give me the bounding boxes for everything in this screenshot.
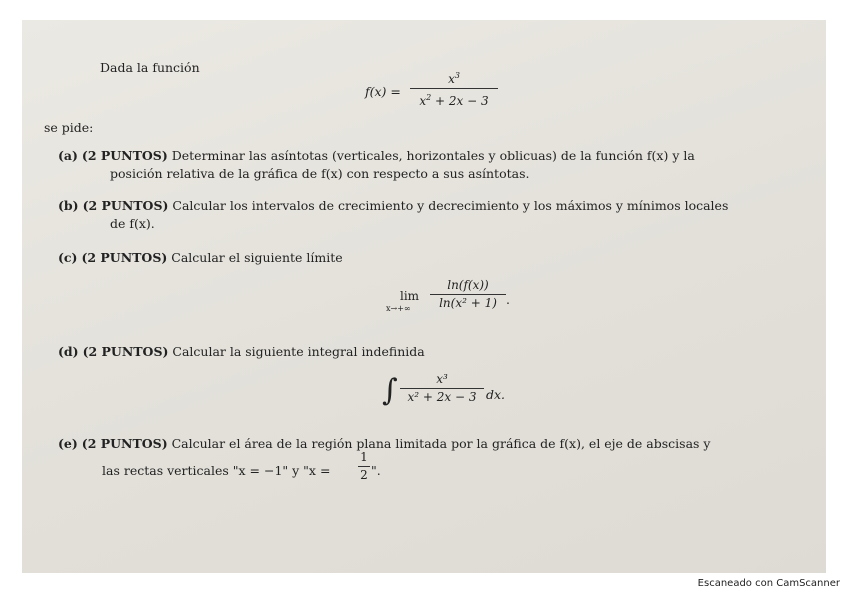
intro-text: Dada la función xyxy=(100,60,200,75)
fraction-bar xyxy=(358,466,370,467)
item-b-line1 xyxy=(58,198,728,214)
limit-period: . xyxy=(506,292,510,307)
limit-denominator: ln(x² + 1) xyxy=(439,296,497,310)
function-lhs: f(x) = xyxy=(365,84,401,99)
function-numerator: $x^3$ xyxy=(448,71,460,86)
item-c-text1: Calcular el siguiente límite xyxy=(171,250,343,265)
item-c-label: (c) xyxy=(58,250,78,265)
item-e-line1 xyxy=(58,436,711,452)
item-d-text1: Calcular la siguiente integral indefinida xyxy=(172,344,425,359)
item-a-line1 xyxy=(58,148,695,164)
item-e-line2a: las rectas verticales "x = −1" y "x = xyxy=(102,463,331,478)
item-c-points: (2 PUNTOS) xyxy=(81,250,168,265)
item-e-points: (2 PUNTOS) xyxy=(81,436,168,451)
item-b-line2: de f(x). xyxy=(110,216,155,231)
item-e-text1: Calcular el área de la región plana limitada por la gráfica de f(x), el eje de abscisas y xyxy=(171,436,711,451)
se-pide-text: se pide: xyxy=(44,120,94,135)
scanner-watermark: Escaneado con CamScanner xyxy=(697,578,840,589)
half-fraction xyxy=(358,450,370,483)
function-denominator: $x^2 + 2x - 3$ xyxy=(419,93,489,108)
item-a-points: (2 PUNTOS) xyxy=(81,148,168,163)
integral-denominator: x² + 2x − 3 xyxy=(407,390,477,404)
item-b-label: (b) xyxy=(58,198,79,213)
limit-fraction xyxy=(430,278,506,311)
fraction-bar xyxy=(410,88,498,89)
integral-numerator: x³ xyxy=(436,372,448,386)
scanned-page xyxy=(22,20,826,573)
half-denominator: 2 xyxy=(360,468,368,482)
function-fraction xyxy=(410,68,498,109)
integral-dx: dx. xyxy=(486,387,506,402)
item-c-line1 xyxy=(58,250,343,266)
limit-lim: lim xyxy=(400,289,420,303)
half-numerator: 1 xyxy=(360,450,368,464)
fraction-bar xyxy=(400,388,484,389)
item-d-line1 xyxy=(58,344,425,360)
item-a-text1: Determinar las asíntotas (verticales, horizontales y oblicuas) de la función f(x) y la xyxy=(171,148,695,163)
integral-sign: ∫ xyxy=(382,373,398,408)
item-b-text1: Calcular los intervalos de crecimiento y decrecimiento y los máximos y mínimos locales xyxy=(172,198,729,213)
item-d-label: (d) xyxy=(58,344,79,359)
fraction-bar xyxy=(430,294,506,295)
item-a-label: (a) xyxy=(58,148,78,163)
integral-fraction xyxy=(400,372,484,405)
limit-subscript: x→+∞ xyxy=(386,304,411,313)
item-e-label: (e) xyxy=(58,436,78,451)
item-d-points: (2 PUNTOS) xyxy=(82,344,169,359)
limit-numerator: ln(f(x)) xyxy=(447,278,489,292)
item-e-line2b: ". xyxy=(371,463,381,478)
item-b-points: (2 PUNTOS) xyxy=(82,198,169,213)
item-a-line2: posición relativa de la gráfica de f(x) con respecto a sus asíntotas. xyxy=(110,166,530,181)
